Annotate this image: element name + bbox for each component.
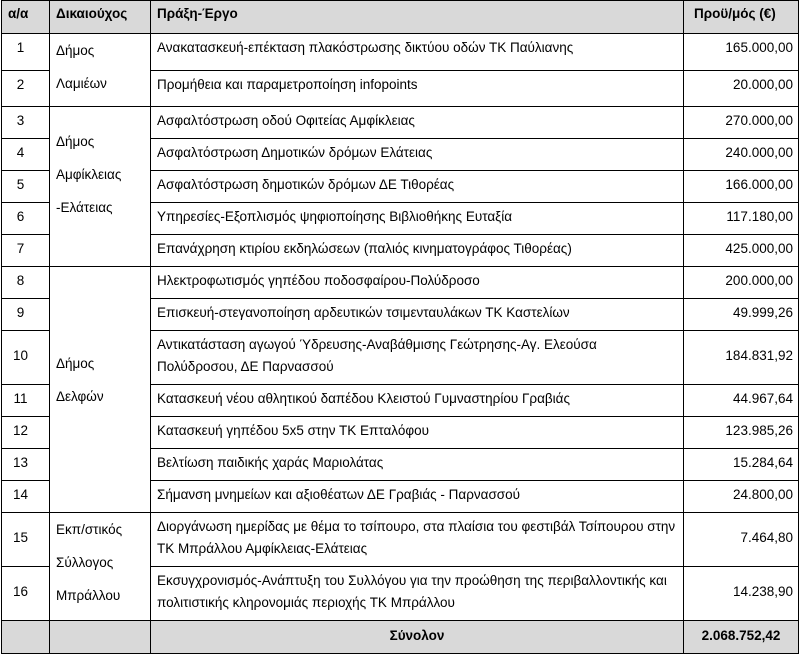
row-amount: 24.800,00 <box>684 481 799 513</box>
row-project: Ηλεκτροφωτισμός γηπέδου ποδοσφαίρου-Πολύδροσο <box>151 267 684 299</box>
beneficiary-amfikleia <box>50 107 151 267</box>
row-num: 11 <box>2 385 50 417</box>
table-row <box>2 513 799 567</box>
row-num: 5 <box>2 171 50 203</box>
beneficiary-line: Εκπ/στικός <box>56 522 123 537</box>
row-project: Ασφαλτόστρωση δημοτικών δρόμων ΔΕ Τιθορέας <box>151 171 684 203</box>
row-project: Σήμανση μνημείων και αξιοθέατων ΔΕ Γραβιάς - Παρνασσού <box>151 481 684 513</box>
row-amount: 44.967,64 <box>684 385 799 417</box>
row-project: Εκσυγχρονισμός-Ανάπτυξη του Συλλόγου για την προώθηση της περιβαλλοντικής και πολιτιστικής κληρονομιάς περιοχής ΤΚ Μπράλλου <box>151 567 684 621</box>
table-row <box>2 107 799 139</box>
beneficiary-line: Μπράλλου <box>56 588 121 603</box>
row-amount: 14.238,90 <box>684 567 799 621</box>
table-row <box>2 34 799 71</box>
row-amount: 123.985,26 <box>684 417 799 449</box>
table-row <box>2 267 799 299</box>
total-amount: 2.068.752,42 <box>684 621 799 654</box>
row-project: Ασφαλτόστρωση Δημοτικών δρόμων Ελάτειας <box>151 139 684 171</box>
total-label: Σύνολον <box>151 621 684 654</box>
row-project: Διοργάνωση ημερίδας με θέμα το τσίπουρο, στα πλαίσια του φεστιβάλ Τσίπουρου στην ΤΚ Μπράλλου Αμφίκλειας-Ελάτειας <box>151 513 684 567</box>
row-project: Ανακατασκευή-επέκταση πλακόστρωσης δικτύου οδών ΤΚ Παύλιανης <box>151 34 684 71</box>
row-num: 4 <box>2 139 50 171</box>
beneficiary-line: Σύλλογος <box>56 555 114 570</box>
row-amount: 49.999,26 <box>684 299 799 331</box>
beneficiary-line: Δήμος <box>56 134 95 149</box>
beneficiary-line: Λαμιέων <box>56 76 107 91</box>
row-num: 10 <box>2 331 50 385</box>
row-num: 16 <box>2 567 50 621</box>
row-project: Επανάχρηση κτιρίου εκδηλώσεων (παλιός κινηματογράφος Τιθορέας) <box>151 235 684 267</box>
beneficiary-lamia <box>50 34 151 107</box>
row-amount: 184.831,92 <box>684 331 799 385</box>
row-amount: 166.000,00 <box>684 171 799 203</box>
row-num: 3 <box>2 107 50 139</box>
header-num: α/α <box>2 1 50 34</box>
header-budget: Προϋ/μός (€) <box>684 1 799 34</box>
row-amount: 425.000,00 <box>684 235 799 267</box>
row-amount: 200.000,00 <box>684 267 799 299</box>
row-num: 9 <box>2 299 50 331</box>
row-num: 12 <box>2 417 50 449</box>
row-amount: 15.284,64 <box>684 449 799 481</box>
row-project: Επισκευή-στεγανοποίηση αρδευτικών τσιμενταυλάκων ΤΚ Καστελίων <box>151 299 684 331</box>
row-num: 2 <box>2 70 50 107</box>
row-project: Κατασκευή νέου αθλητικού δαπέδου Κλειστού Γυμναστηρίου Γραβιάς <box>151 385 684 417</box>
row-amount: 20.000,00 <box>684 70 799 107</box>
beneficiary-line: Δήμος <box>56 356 95 371</box>
beneficiary-line: Αμφίκλειας <box>56 167 122 182</box>
row-num: 14 <box>2 481 50 513</box>
row-num: 15 <box>2 513 50 567</box>
row-amount: 270.000,00 <box>684 107 799 139</box>
header-beneficiary: Δικαιούχος <box>50 1 151 34</box>
row-project: Κατασκευή γηπέδου 5x5 στην ΤΚ Επταλόφου <box>151 417 684 449</box>
beneficiary-delfoi <box>50 267 151 513</box>
row-project: Βελτίωση παιδικής χαράς Μαριολάτας <box>151 449 684 481</box>
row-amount: 240.000,00 <box>684 139 799 171</box>
beneficiary-line: -Ελάτειας <box>56 200 113 215</box>
row-project: Υπηρεσίες-Εξοπλισμός ψηφιοποίησης Βιβλιοθήκης Ευταξία <box>151 203 684 235</box>
row-amount: 165.000,00 <box>684 34 799 71</box>
row-num: 7 <box>2 235 50 267</box>
row-amount: 117.180,00 <box>684 203 799 235</box>
row-project: Ασφαλτόστρωση οδού Οφιτείας Αμφίκλειας <box>151 107 684 139</box>
row-num: 8 <box>2 267 50 299</box>
header-row <box>2 1 799 34</box>
row-num: 6 <box>2 203 50 235</box>
beneficiary-line: Δήμος <box>56 43 95 58</box>
beneficiary-line: Δελφών <box>56 389 104 404</box>
header-project: Πράξη-Έργο <box>151 1 684 34</box>
row-num: 1 <box>2 34 50 71</box>
row-project: Αντικατάσταση αγωγού Ύδρευσης-Αναβάθμισης Γεώτρησης-Αγ. Ελεούσα Πολύδροσου, ΔΕ Παρνασσού <box>151 331 684 385</box>
beneficiary-syllogos <box>50 513 151 621</box>
row-amount: 7.464,80 <box>684 513 799 567</box>
projects-table <box>1 0 799 654</box>
row-project: Προμήθεια και παραμετροποίηση infopoints <box>151 70 684 107</box>
row-num: 13 <box>2 449 50 481</box>
